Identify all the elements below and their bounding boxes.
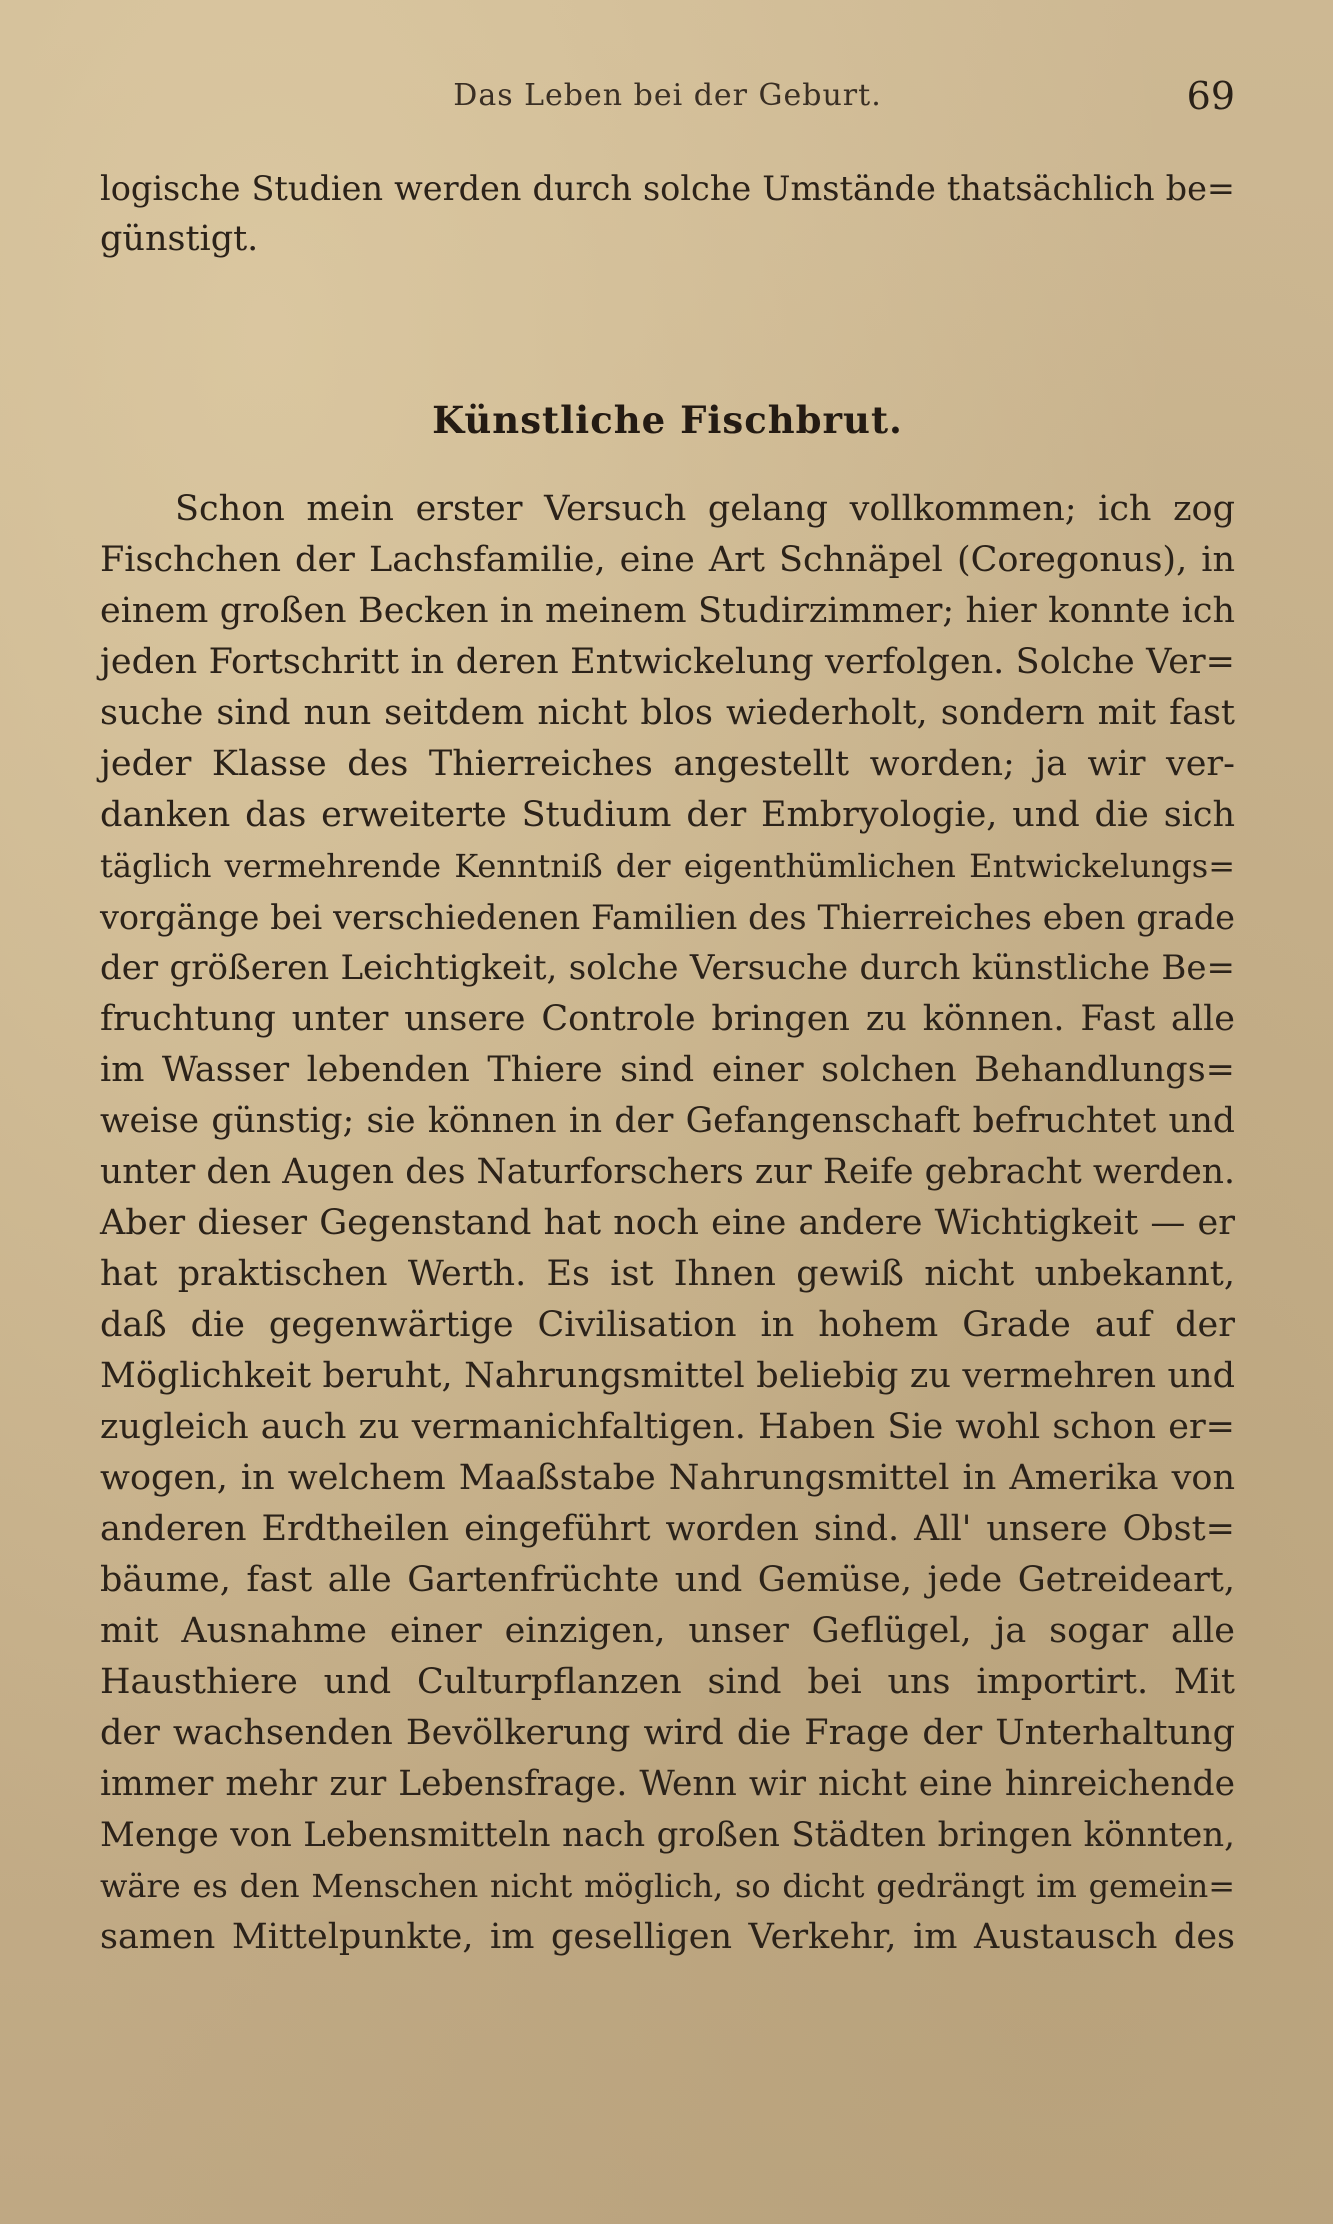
text-line: weise günstig; sie können in der Gefangenschaft befruchtet und [100, 1101, 1235, 1141]
section-heading: Künstliche Fischbrut. [432, 398, 903, 442]
text-line: Schon mein erster Versuch gelang vollkommen; ich zog [175, 489, 1235, 529]
text-line: immer mehr zur Lebensfrage. Wenn wir nicht eine hinreichende [100, 1764, 1235, 1804]
text-line: einem großen Becken in meinem Studirzimmer; hier konnte ich [100, 591, 1235, 631]
text-line: danken das erweiterte Studium der Embryologie, und die sich [100, 795, 1235, 835]
text-line: Aber dieser Gegenstand hat noch eine andere Wichtigkeit — er [100, 1203, 1235, 1243]
text-line: fruchtung unter unsere Controle bringen zu können. Fast alle [100, 999, 1235, 1039]
text-line: der wachsenden Bevölkerung wird die Frage der Unterhaltung [100, 1713, 1235, 1753]
text-line: anderen Erdtheilen eingeführt worden sind. All' unsere Obst= [100, 1509, 1235, 1549]
text-line: Menge von Lebensmitteln nach großen Städten bringen könnten, [100, 1815, 1235, 1855]
text-line: suche sind nun seitdem nicht blos wiederholt, sondern mit fast [100, 693, 1235, 733]
text-line: jeden Fortschritt in deren Entwickelung verfolgen. Solche Ver= [100, 642, 1235, 682]
text-line: wäre es den Menschen nicht möglich, so dicht gedrängt im gemein= [100, 1867, 1235, 1905]
running-head [100, 74, 1235, 122]
text-line: bäume, fast alle Gartenfrüchte und Gemüse, jede Getreideart, [100, 1560, 1235, 1600]
text-line: zugleich auch zu vermanichfaltigen. Haben Sie wohl schon er= [100, 1407, 1235, 1447]
text-line: daß die gegenwärtige Civilisation in hohem Grade auf der [100, 1305, 1235, 1345]
running-title: Das Leben bei der Geburt. [453, 78, 882, 113]
text-line: jeder Klasse des Thierreiches angestellt worden; ja wir ver- [100, 744, 1235, 784]
text-line: wogen, in welchem Maaßstabe Nahrungsmittel in Amerika von [100, 1458, 1235, 1498]
text-line: unter den Augen des Naturforschers zur Reife gebracht werden. [100, 1152, 1235, 1192]
body-paragraph [100, 484, 1235, 1963]
intro-paragraph [100, 163, 1235, 265]
text-line: samen Mittelpunkte, im geselligen Verkehr, im Austausch des [100, 1917, 1235, 1957]
page-number: 69 [1186, 74, 1235, 118]
text-line: täglich vermehrende Kenntniß der eigenthümlichen Entwickelungs= [100, 847, 1235, 885]
text-line: der größeren Leichtigkeit, solche Versuche durch künstliche Be= [100, 948, 1235, 988]
text-line: günstigt. [100, 219, 259, 259]
text-line: im Wasser lebenden Thiere sind einer solchen Behandlungs= [100, 1050, 1235, 1090]
text-line: logische Studien werden durch solche Umstände thatsächlich be= [100, 169, 1235, 208]
text-line: Möglichkeit beruht, Nahrungsmittel beliebig zu vermehren und [100, 1356, 1235, 1396]
text-line: mit Ausnahme einer einzigen, unser Geflügel, ja sogar alle [100, 1611, 1235, 1651]
text-line: vorgänge bei verschiedenen Familien des Thierreiches eben grade [100, 898, 1235, 937]
text-line: hat praktischen Werth. Es ist Ihnen gewiß nicht unbekannt, [100, 1254, 1235, 1294]
text-line: Fischchen der Lachsfamilie, eine Art Schnäpel (Coregonus), in [100, 540, 1235, 580]
text-line: Hausthiere und Culturpflanzen sind bei uns importirt. Mit [100, 1662, 1235, 1702]
